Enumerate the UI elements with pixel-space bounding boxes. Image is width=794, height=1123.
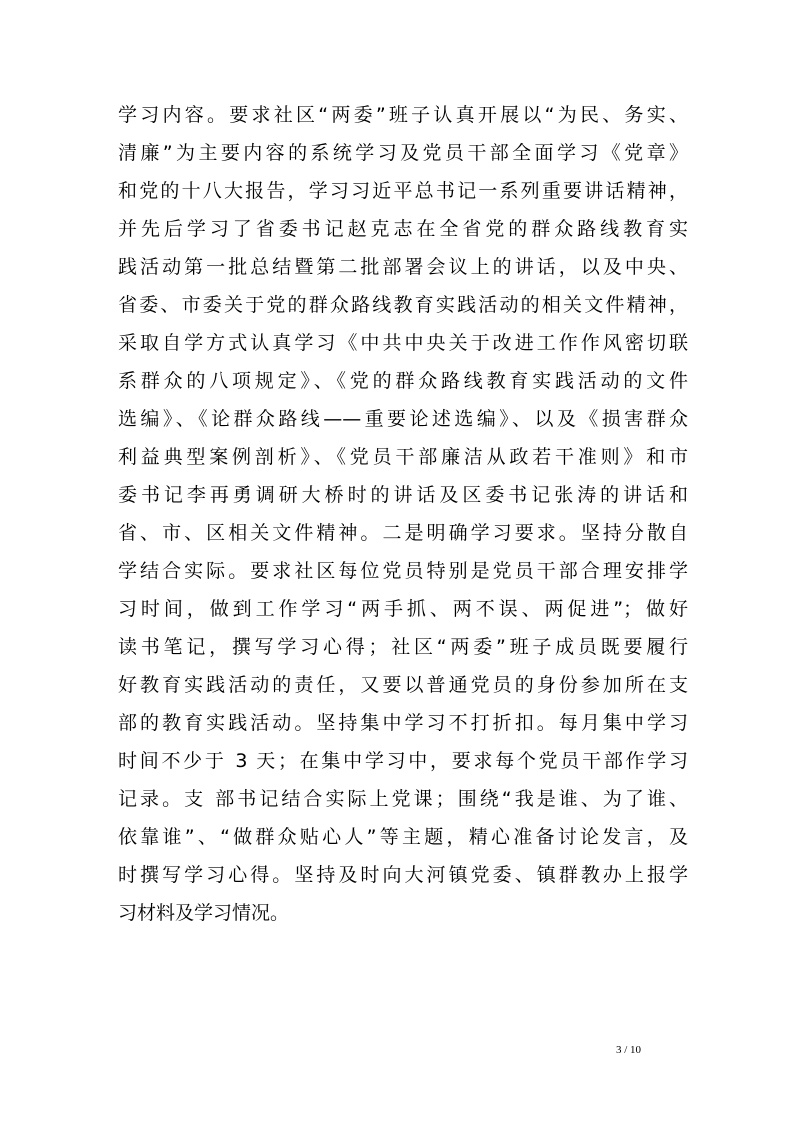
text-line: 选编》、《论群众路线——重要论述选编》、以及《损害群众 bbox=[118, 408, 688, 430]
text-line: 学结合实际。要求社区每位党员特别是党员干部合理安排学 bbox=[118, 560, 688, 582]
text-line: 习材料及学习情况。 bbox=[118, 902, 290, 924]
text-line: 记录。支 部书记结合实际上党课；围绕“我是谁、为了谁、 bbox=[118, 788, 688, 810]
text-line: 部的教育实践活动。坚持集中学习不打折扣。每月集中学习 bbox=[118, 712, 688, 734]
text-line: 系群众的八项规定》、《党的群众路线教育实践活动的文件 bbox=[118, 370, 688, 392]
text-line: 时撰写学习心得。坚持及时向大河镇党委、镇群教办上报学 bbox=[118, 864, 688, 886]
body-paragraph bbox=[118, 96, 688, 932]
text-line: 好教育实践活动的责任，又要以普通党员的身份参加所在支 bbox=[118, 674, 688, 696]
text-line: 习时间，做到工作学习“两手抓、两不误、两促进”；做好 bbox=[118, 598, 688, 620]
text-line: 省、市、区相关文件精神。二是明确学习要求。坚持分散自 bbox=[118, 522, 688, 544]
text-line: 省委、市委关于党的群众路线教育实践活动的相关文件精神， bbox=[118, 294, 688, 316]
text-line: 采取自学方式认真学习《中共中央关于改进工作作风密切联 bbox=[118, 332, 688, 354]
text-line: 委书记李再勇调研大桥时的讲话及区委书记张涛的讲话和 bbox=[118, 484, 688, 506]
text-line: 和党的十八大报告，学习习近平总书记一系列重要讲话精神， bbox=[118, 180, 688, 202]
text-line: 依靠谁”、“做群众贴心人”等主题，精心准备讨论发言，及 bbox=[118, 826, 688, 848]
page-number: 3 / 10 bbox=[616, 1044, 642, 1056]
text-line: 读书笔记，撰写学习心得；社区“两委”班子成员既要履行 bbox=[118, 636, 688, 658]
text-line: 践活动第一批总结暨第二批部署会议上的讲话，以及中央、 bbox=[118, 256, 688, 278]
text-line: 并先后学习了省委书记赵克志在全省党的群众路线教育实 bbox=[118, 218, 688, 240]
text-line: 学习内容。要求社区“两委”班子认真开展以“为民、务实、 bbox=[118, 104, 688, 126]
text-line: 利益典型案例剖析》、《党员干部廉洁从政若干准则》和市 bbox=[118, 446, 688, 468]
text-line: 清廉”为主要内容的系统学习及党员干部全面学习《党章》 bbox=[118, 142, 688, 164]
text-line: 时间不少于 3 天；在集中学习中，要求每个党员干部作学习 bbox=[118, 750, 688, 772]
